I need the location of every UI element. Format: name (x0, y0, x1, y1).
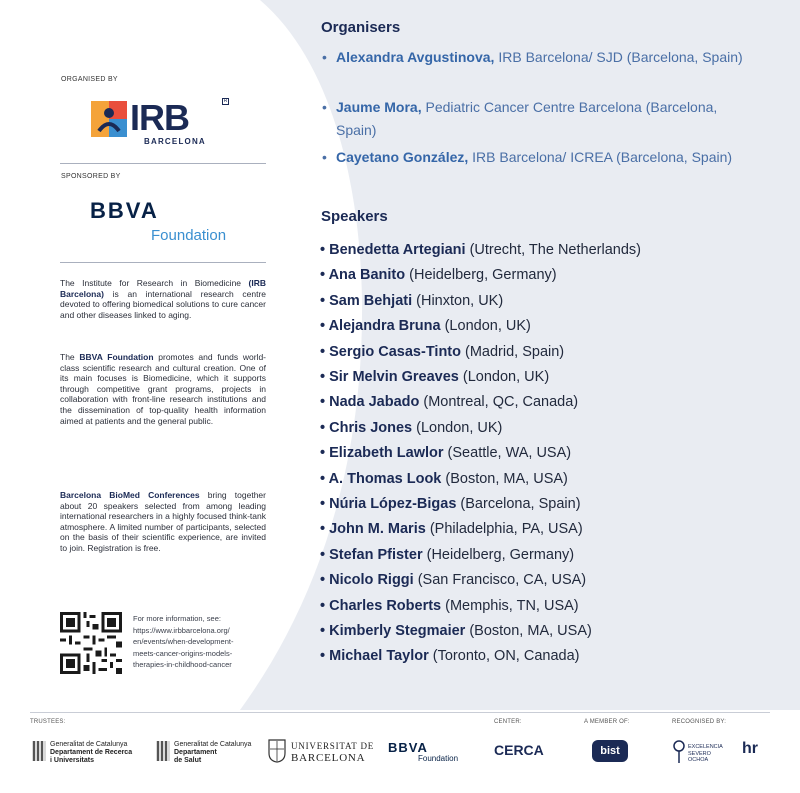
speaker-item: • Benedetta Artegiani (Utrecht, The Netherlands) (320, 242, 641, 258)
organiser-item: • Cayetano González, IRB Barcelona/ ICREA (Barcelona, Spain) (322, 149, 733, 165)
speaker-item: • Sir Melvin Greaves (London, UK) (320, 369, 550, 385)
ub-logo: UNIVERSITAT DE BARCELONA (291, 741, 375, 764)
event-link[interactable]: https://www.irbbarcelona.org/ (133, 625, 230, 635)
speaker-location: (London, UK) (458, 369, 550, 385)
speaker-item: • Nicolo Riggi (San Francisco, CA, USA) (320, 572, 587, 589)
conferences-description: Barcelona BioMed Conferences bring together about 20 speakers selected from among leading international researchers in a highly focused think-tank atmosphere. A limited number of participants, selected on the basis of their scientific experience, are invited to join. Registration is free. (60, 490, 266, 553)
footer-divider (30, 712, 770, 713)
bbva-description: The BBVA Foundation promotes and funds world-class scientific research and cultural creation. One of its main focuses is Biomedicine, which it supports through competitive grant programs, projects in collaboration with front-line research institutions and the dissemination of top-quality health information aimed at patients and the general public. (60, 352, 267, 426)
gencat-flag-icon (156, 741, 170, 761)
registered-mark: R (223, 98, 228, 104)
irb-description: The Institute for Research in Biomedicine (IRB Barcelona) is an international research centre devoted to offering biomedical solutions to cure cancer and other diseases linked to aging. (60, 278, 266, 320)
speaker-item: • Alejandra Bruna (London, UK) (320, 318, 531, 335)
speaker-name: Kimberly Stegmaier (329, 623, 466, 639)
ub-crest-icon (268, 739, 286, 763)
speaker-item: • John M. Maris (Philadelphia, PA, USA) (320, 521, 583, 538)
severo-ochoa-logo: EXCELENCIA SEVERO OCHOA (688, 744, 723, 763)
speaker-name: Stefan Pfister (329, 546, 423, 563)
speaker-item: • Ana Banito (Heidelberg, Germany) (320, 267, 557, 284)
speaker-item: • Chris Jones (London, UK) (320, 419, 503, 436)
speaker-name: Sergio Casas-Tinto (329, 343, 461, 360)
irb-logo-text: IRB (130, 97, 189, 138)
speaker-item: • Michael Taylor (Toronto, ON, Canada) (320, 648, 580, 665)
gencat-recerca-logo: Generalitat de Catalunya Departament de Recerca i Universitats (50, 741, 133, 764)
speaker-name: Charles Roberts (329, 597, 442, 614)
speaker-name: Sir Melvin Greaves (329, 369, 459, 385)
bbva-logo: BBVA (90, 198, 159, 223)
severo-ochoa-icon (672, 740, 686, 764)
speaker-location: (San Francisco, CA, USA) (413, 572, 587, 589)
speaker-item: • Nada Jabado (Montreal, QC, Canada) (320, 394, 579, 411)
organised-by-label: ORGANISED BY (61, 76, 118, 83)
center-label: CENTER: (494, 719, 522, 725)
bbva-foundation-label: Foundation (151, 227, 227, 244)
speaker-name: Michael Taylor (329, 648, 429, 665)
speaker-location: (London, UK) (412, 419, 503, 436)
speaker-name: Nada Jabado (329, 394, 420, 411)
speaker-name: Benedetta Artegiani (329, 242, 466, 258)
speaker-location: (Hinxton, UK) (412, 292, 504, 309)
speaker-location: (London, UK) (440, 318, 531, 335)
speaker-location: (Boston, MA, USA) (441, 470, 568, 487)
speaker-location: (Barcelona, Spain) (456, 496, 581, 512)
speaker-location: (Heidelberg, Germany) (405, 267, 557, 284)
speaker-item: • Sergio Casas-Tinto (Madrid, Spain) (320, 343, 565, 360)
speaker-item: • Kimberly Stegmaier (Boston, MA, USA) (320, 623, 592, 639)
speaker-location: (Utrecht, The Netherlands) (465, 242, 641, 258)
speaker-name: Alejandra Bruna (328, 318, 441, 335)
sponsored-by-label: SPONSORED BY (61, 173, 121, 180)
speaker-name: Elizabeth Lawlor (329, 445, 444, 462)
speaker-name: Ana Banito (328, 267, 406, 284)
speaker-name: Sam Behjati (329, 292, 413, 309)
more-info: For more information, see: https://www.irbbarcelona.org/ en/events/when-development- meets-cancer-origins-models- therapies-in-childhood-cancer (133, 613, 273, 671)
speaker-location: (Philadelphia, PA, USA) (425, 521, 583, 538)
trustees-label: TRUSTEES: (30, 719, 66, 725)
speaker-name: Nicolo Riggi (329, 572, 414, 589)
organiser-item: • Alexandra Avgustinova, IRB Barcelona/ SJD (Barcelona, Spain) (322, 49, 743, 65)
hr-excellence-logo: hr (742, 740, 758, 757)
speaker-item: • A. Thomas Look (Boston, MA, USA) (320, 470, 568, 487)
irb-logo-icon (91, 97, 127, 141)
gencat-salut-logo: Generalitat de Catalunya Departament de Salut (174, 741, 252, 764)
cerca-logo: CERCA (494, 742, 544, 758)
organisers-heading: Organisers (321, 19, 401, 36)
speaker-name: Núria López-Bigas (329, 496, 457, 512)
speaker-item: • Charles Roberts (Memphis, TN, USA) (320, 597, 579, 614)
organiser-item: • Jaume Mora, Pediatric Cancer Centre Barcelona (Barcelona, Spain) (322, 99, 718, 138)
speaker-location: (Seattle, WA, USA) (443, 445, 572, 462)
speaker-name: A. Thomas Look (328, 470, 442, 487)
recognised-by-label: RECOGNISED BY: (672, 719, 727, 725)
speaker-item: • Elizabeth Lawlor (Seattle, WA, USA) (320, 445, 572, 462)
divider (60, 163, 266, 164)
member-of-label: A MEMBER OF: (584, 719, 630, 725)
speaker-location: (Boston, MA, USA) (465, 623, 592, 639)
gencat-flag-icon (32, 741, 46, 761)
speakers-heading: Speakers (321, 208, 388, 225)
bbva-foundation-footer-logo: BBVA Foundation (388, 740, 459, 763)
speaker-name: John M. Maris (329, 521, 426, 538)
speaker-name: Chris Jones (329, 419, 413, 436)
speaker-location: (Memphis, TN, USA) (441, 597, 579, 614)
speaker-location: (Toronto, ON, Canada) (428, 648, 580, 665)
speaker-location: (Montreal, QC, Canada) (419, 394, 579, 411)
speaker-item: • Stefan Pfister (Heidelberg, Germany) (320, 546, 575, 563)
speaker-item: • Núria López-Bigas (Barcelona, Spain) (320, 496, 581, 512)
speaker-item: • Sam Behjati (Hinxton, UK) (320, 292, 504, 309)
speaker-location: (Madrid, Spain) (460, 343, 565, 360)
divider (60, 262, 266, 263)
irb-logo-subtitle: BARCELONA (144, 137, 206, 146)
qr-code-icon[interactable] (60, 612, 122, 674)
bist-logo: bist (592, 740, 628, 762)
speaker-location: (Heidelberg, Germany) (422, 546, 575, 563)
